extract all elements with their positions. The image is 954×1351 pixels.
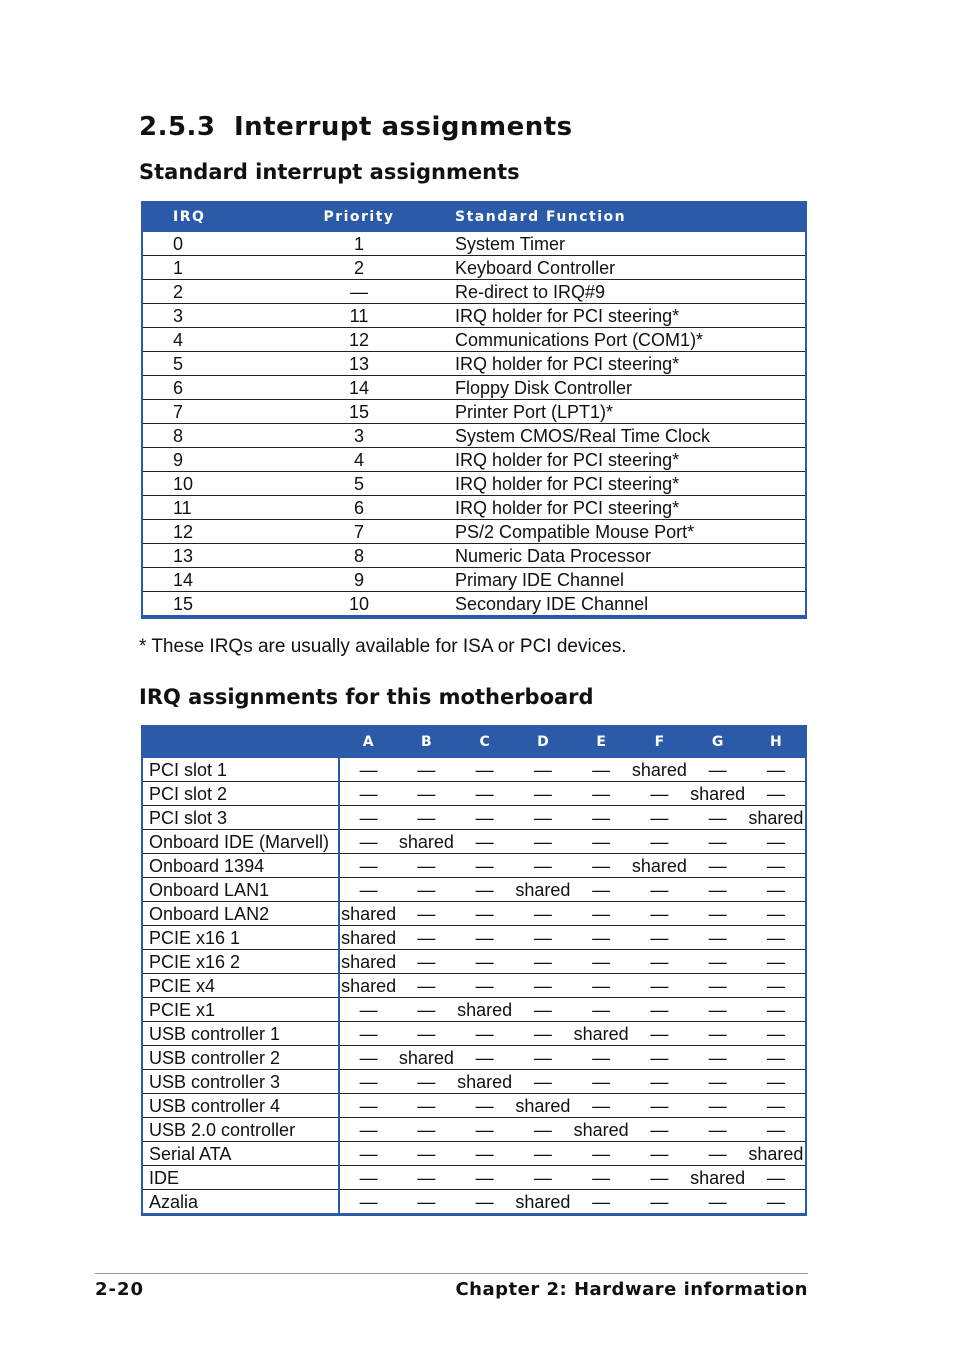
cell-priority: 1 [293, 232, 425, 256]
cell-irq-a: — [359, 1191, 378, 1212]
cell-device: PCIE x16 2 [143, 950, 339, 974]
cell-irq-c: — [456, 1166, 514, 1190]
cell-irq-d: — [514, 1118, 572, 1142]
table-row [143, 1142, 805, 1166]
cell-irq-e: shared [573, 1119, 629, 1140]
table-row [143, 926, 805, 950]
cell-irq-c: — [456, 1142, 514, 1166]
cell-irq-e: — [572, 1070, 630, 1094]
footnote: * These IRQs are usually available for ISA or PCI devices. [139, 636, 627, 657]
cell-irq-b: — [397, 902, 455, 926]
cell-irq-h: — [747, 1022, 805, 1046]
table-row [143, 280, 805, 304]
table-row [143, 376, 805, 400]
table-row [143, 878, 805, 902]
cell-device: USB controller 2 [143, 1046, 339, 1070]
cell-irq-b: — [397, 1142, 455, 1166]
cell-device: Onboard LAN1 [143, 878, 339, 902]
cell-irq-h: — [747, 1118, 805, 1142]
table-row [143, 544, 805, 568]
cell-irq-d: — [514, 974, 572, 998]
table-row [143, 400, 805, 424]
cell-irq-f: — [630, 926, 688, 950]
cell-function: Secondary IDE Channel [455, 593, 649, 614]
cell-irq-c: — [456, 830, 514, 854]
cell-function: Numeric Data Processor [425, 544, 805, 568]
header-col-b: B [397, 725, 455, 758]
cell-irq-b: — [397, 854, 455, 878]
cell-irq-g: — [708, 1191, 727, 1212]
cell-irq-g: — [689, 758, 747, 782]
cell-irq: 12 [143, 520, 293, 544]
table-row [143, 998, 805, 1022]
cell-function: IRQ holder for PCI steering* [425, 352, 805, 376]
cell-function: System CMOS/Real Time Clock [425, 424, 805, 448]
cell-device: PCI slot 3 [143, 806, 339, 830]
header-device [143, 725, 339, 758]
cell-irq: 1 [143, 256, 293, 280]
cell-irq: 6 [143, 376, 293, 400]
table-header-row [143, 201, 805, 232]
cell-irq-c: shared [457, 999, 513, 1020]
cell-irq: 14 [143, 568, 293, 592]
cell-irq-f: — [630, 950, 688, 974]
cell-irq-a: shared [339, 902, 397, 926]
cell-irq-g: — [689, 974, 747, 998]
cell-device: Onboard IDE (Marvell) [143, 830, 339, 854]
cell-irq-e: — [572, 1166, 630, 1190]
cell-irq-f: — [630, 1118, 688, 1142]
cell-irq-g: — [689, 1022, 747, 1046]
cell-irq-f: — [630, 902, 688, 926]
cell-priority: 6 [293, 496, 425, 520]
cell-irq-h: — [747, 998, 805, 1022]
cell-irq-e: — [592, 1191, 611, 1212]
cell-irq: 5 [143, 352, 293, 376]
cell-irq-d: — [514, 830, 572, 854]
cell-irq-f: shared [631, 759, 687, 780]
cell-irq-e: — [572, 758, 630, 782]
cell-function: System Timer [425, 232, 805, 256]
cell-irq-f: — [630, 1022, 688, 1046]
table-row [143, 950, 805, 974]
cell-irq-d: — [514, 1022, 572, 1046]
cell-irq-d: shared [515, 1191, 571, 1212]
cell-irq-a: — [339, 806, 397, 830]
cell-device: PCIE x1 [143, 998, 339, 1022]
cell-priority: 13 [293, 352, 425, 376]
cell-device: Onboard 1394 [143, 854, 339, 878]
cell-function: Keyboard Controller [425, 256, 805, 280]
table-row [143, 806, 805, 830]
cell-irq-g: — [689, 1094, 747, 1118]
cell-priority: 10 [348, 593, 370, 614]
cell-irq-b: shared [398, 1047, 454, 1068]
table-row [143, 830, 805, 854]
section-title-text: Interrupt assignments [234, 112, 573, 142]
cell-irq-h: — [747, 782, 805, 806]
cell-device: Onboard LAN2 [143, 902, 339, 926]
cell-priority: 9 [293, 568, 425, 592]
cell-device: PCI slot 2 [143, 782, 339, 806]
table-row [143, 352, 805, 376]
table-row [143, 782, 805, 806]
cell-device: USB 2.0 controller [143, 1118, 339, 1142]
cell-irq-a: — [339, 1046, 397, 1070]
cell-irq-e: — [572, 854, 630, 878]
cell-irq-h: shared [748, 807, 804, 828]
cell-irq-d: shared [515, 1095, 571, 1116]
cell-irq-f: — [650, 1191, 669, 1212]
cell-irq-b: — [397, 1118, 455, 1142]
cell-irq-g: — [689, 1070, 747, 1094]
cell-irq-h: shared [748, 1143, 804, 1164]
cell-irq-h: — [766, 1191, 785, 1212]
cell-irq-b: — [397, 998, 455, 1022]
page-number: 2-20 [95, 1279, 145, 1300]
cell-irq-g: — [689, 950, 747, 974]
cell-irq-d: shared [515, 879, 571, 900]
cell-irq-c: — [456, 806, 514, 830]
cell-irq-f: — [630, 1046, 688, 1070]
header-irq: IRQ [143, 201, 293, 232]
cell-irq-d: — [514, 998, 572, 1022]
header-function: Standard Function [425, 201, 805, 232]
cell-function: IRQ holder for PCI steering* [425, 472, 805, 496]
cell-device: Serial ATA [143, 1142, 339, 1166]
header-col-a: A [339, 725, 397, 758]
cell-irq-a: — [339, 1022, 397, 1046]
cell-irq-d: — [514, 806, 572, 830]
cell-irq-f: — [630, 806, 688, 830]
cell-priority: 12 [293, 328, 425, 352]
table-row [143, 328, 805, 352]
cell-irq-b: — [397, 878, 455, 902]
cell-irq-f: — [630, 1094, 688, 1118]
cell-irq-f: — [630, 1166, 688, 1190]
cell-function: PS/2 Compatible Mouse Port* [425, 520, 805, 544]
cell-irq-h: — [747, 878, 805, 902]
cell-irq-a: — [339, 1166, 397, 1190]
cell-function: Floppy Disk Controller [425, 376, 805, 400]
table-row [143, 1070, 805, 1094]
table-row [143, 974, 805, 998]
cell-irq-f: shared [631, 855, 687, 876]
cell-priority: 15 [293, 400, 425, 424]
cell-irq-a: — [339, 998, 397, 1022]
table-row [143, 304, 805, 328]
cell-irq-d: — [514, 1070, 572, 1094]
cell-irq-g: — [689, 878, 747, 902]
cell-irq-h: — [747, 1070, 805, 1094]
header-col-f: F [630, 725, 688, 758]
cell-irq-b: — [397, 950, 455, 974]
cell-irq: 7 [143, 400, 293, 424]
cell-irq-g: — [689, 830, 747, 854]
cell-irq-h: — [747, 950, 805, 974]
table-header-row [143, 725, 805, 758]
table-row [143, 520, 805, 544]
cell-irq-d: — [514, 950, 572, 974]
cell-irq-a: — [339, 782, 397, 806]
cell-priority: — [293, 280, 425, 304]
cell-irq-h: — [747, 974, 805, 998]
cell-irq-c: — [456, 1046, 514, 1070]
cell-irq-e: — [572, 998, 630, 1022]
cell-irq-e: — [572, 878, 630, 902]
cell-function: Primary IDE Channel [425, 568, 805, 592]
cell-irq-h: — [747, 854, 805, 878]
cell-irq-a: — [339, 1142, 397, 1166]
cell-irq-g: — [689, 1118, 747, 1142]
cell-irq-e: — [572, 1094, 630, 1118]
cell-irq-c: — [456, 926, 514, 950]
cell-irq-d: — [514, 926, 572, 950]
cell-irq-e: — [572, 806, 630, 830]
cell-priority: 4 [293, 448, 425, 472]
cell-device: USB controller 3 [143, 1070, 339, 1094]
table-row [143, 1118, 805, 1142]
table-row [143, 472, 805, 496]
cell-irq-f: — [630, 782, 688, 806]
cell-irq-e: — [572, 974, 630, 998]
header-col-h: H [747, 725, 805, 758]
table-row [143, 1190, 805, 1214]
cell-irq-d: — [514, 758, 572, 782]
cell-irq: 3 [143, 304, 293, 328]
section-number: 2.5.3 [139, 112, 216, 142]
cell-irq-c: — [475, 1191, 494, 1212]
cell-irq-h: — [747, 1046, 805, 1070]
cell-priority: 3 [293, 424, 425, 448]
cell-irq-b: shared [398, 831, 454, 852]
cell-irq-f: — [630, 1070, 688, 1094]
footer-divider [95, 1273, 808, 1274]
cell-irq-a: — [339, 854, 397, 878]
cell-irq: 0 [143, 232, 293, 256]
standard-irq-table [141, 201, 807, 619]
cell-irq-c: — [456, 950, 514, 974]
table-row [143, 854, 805, 878]
cell-device: USB controller 1 [143, 1022, 339, 1046]
cell-irq-d: — [514, 854, 572, 878]
cell-device: PCI slot 1 [143, 758, 339, 782]
board-irq-heading: IRQ assignments for this motherboard [139, 685, 594, 709]
standard-interrupts-heading: Standard interrupt assignments [139, 160, 520, 184]
cell-function: IRQ holder for PCI steering* [425, 304, 805, 328]
cell-irq-h: — [747, 926, 805, 950]
cell-irq-b: — [397, 782, 455, 806]
cell-irq-a: shared [339, 926, 397, 950]
cell-irq-e: — [572, 926, 630, 950]
cell-irq-f: — [630, 998, 688, 1022]
cell-device: USB controller 4 [143, 1094, 339, 1118]
cell-irq-c: — [456, 902, 514, 926]
cell-priority: 8 [293, 544, 425, 568]
table-row [143, 232, 805, 256]
cell-irq: 11 [143, 496, 293, 520]
cell-irq: 9 [143, 448, 293, 472]
cell-irq-c: — [456, 782, 514, 806]
cell-irq-h: — [747, 758, 805, 782]
cell-irq-e: shared [573, 1023, 629, 1044]
cell-irq-a: shared [339, 974, 397, 998]
table-row [143, 1022, 805, 1046]
cell-irq-a: — [339, 1094, 397, 1118]
section-title [139, 112, 573, 142]
cell-irq-h: — [747, 1094, 805, 1118]
cell-irq-b: — [397, 758, 455, 782]
cell-irq-h: — [747, 1166, 805, 1190]
table-row [143, 424, 805, 448]
cell-irq-g: shared [690, 783, 746, 804]
cell-irq: 4 [143, 328, 293, 352]
cell-function: Re-direct to IRQ#9 [425, 280, 805, 304]
cell-device: Azalia [143, 1190, 339, 1214]
cell-irq-b: — [397, 806, 455, 830]
cell-irq-d: — [514, 1166, 572, 1190]
cell-irq-g: — [689, 854, 747, 878]
cell-irq-b: — [397, 1094, 455, 1118]
cell-irq-c: — [456, 974, 514, 998]
cell-irq-f: — [630, 974, 688, 998]
cell-irq-a: shared [339, 950, 397, 974]
cell-function: IRQ holder for PCI steering* [425, 496, 805, 520]
cell-irq-e: — [572, 1046, 630, 1070]
cell-irq-c: — [456, 758, 514, 782]
cell-irq-g: — [689, 1142, 747, 1166]
cell-irq-d: — [514, 782, 572, 806]
cell-function: Printer Port (LPT1)* [425, 400, 805, 424]
cell-irq-f: — [630, 1142, 688, 1166]
cell-irq-g: — [689, 806, 747, 830]
cell-irq-b: — [397, 1022, 455, 1046]
chapter-label: Chapter 2: Hardware information [455, 1279, 808, 1300]
cell-irq-a: — [339, 878, 397, 902]
cell-priority: 5 [293, 472, 425, 496]
table-row [143, 1046, 805, 1070]
cell-irq: 8 [143, 424, 293, 448]
cell-irq-f: — [630, 830, 688, 854]
cell-irq-c: shared [457, 1071, 513, 1092]
cell-priority: 14 [293, 376, 425, 400]
cell-device: PCIE x16 1 [143, 926, 339, 950]
table-row [143, 902, 805, 926]
cell-irq-c: — [456, 878, 514, 902]
cell-irq-e: — [572, 902, 630, 926]
cell-irq-b: — [417, 1191, 436, 1212]
table-row [143, 592, 805, 616]
table-row [143, 448, 805, 472]
cell-irq-e: — [572, 950, 630, 974]
cell-device: IDE [143, 1166, 339, 1190]
cell-irq-d: — [514, 1142, 572, 1166]
cell-irq-g: — [689, 1046, 747, 1070]
header-col-e: E [572, 725, 630, 758]
table-row [143, 1094, 805, 1118]
cell-irq: 2 [143, 280, 293, 304]
cell-function: Communications Port (COM1)* [425, 328, 805, 352]
cell-irq-h: — [747, 902, 805, 926]
cell-irq-a: — [339, 1118, 397, 1142]
cell-irq-e: — [572, 1142, 630, 1166]
cell-irq: 10 [143, 472, 293, 496]
cell-irq-g: — [689, 926, 747, 950]
cell-irq-a: — [339, 1070, 397, 1094]
table-row [143, 1166, 805, 1190]
table-row [143, 568, 805, 592]
cell-irq: 13 [143, 544, 293, 568]
cell-irq-h: — [747, 830, 805, 854]
cell-irq: 15 [173, 593, 194, 614]
cell-irq-g: — [689, 998, 747, 1022]
header-col-d: D [514, 725, 572, 758]
table-row [143, 256, 805, 280]
table-row [143, 496, 805, 520]
cell-irq-f: — [630, 878, 688, 902]
cell-irq-b: — [397, 1166, 455, 1190]
board-irq-table [141, 725, 807, 1216]
cell-irq-g: shared [690, 1167, 746, 1188]
cell-irq-c: — [456, 854, 514, 878]
cell-priority: 11 [293, 304, 425, 328]
header-col-c: C [456, 725, 514, 758]
cell-irq-c: — [456, 1022, 514, 1046]
cell-irq-d: — [514, 1046, 572, 1070]
cell-irq-b: — [397, 974, 455, 998]
cell-device: PCIE x4 [143, 974, 339, 998]
cell-irq-c: — [456, 1094, 514, 1118]
cell-irq-c: — [456, 1118, 514, 1142]
cell-irq-b: — [397, 926, 455, 950]
cell-irq-e: — [572, 830, 630, 854]
cell-priority: 2 [293, 256, 425, 280]
cell-irq-g: — [689, 902, 747, 926]
cell-irq-b: — [397, 1070, 455, 1094]
cell-irq-e: — [572, 782, 630, 806]
cell-function: IRQ holder for PCI steering* [425, 448, 805, 472]
header-col-g: G [689, 725, 747, 758]
cell-irq-a: — [339, 758, 397, 782]
table-row [143, 758, 805, 782]
header-priority: Priority [293, 201, 425, 232]
cell-priority: 7 [293, 520, 425, 544]
cell-irq-d: — [514, 902, 572, 926]
cell-irq-a: — [339, 830, 397, 854]
